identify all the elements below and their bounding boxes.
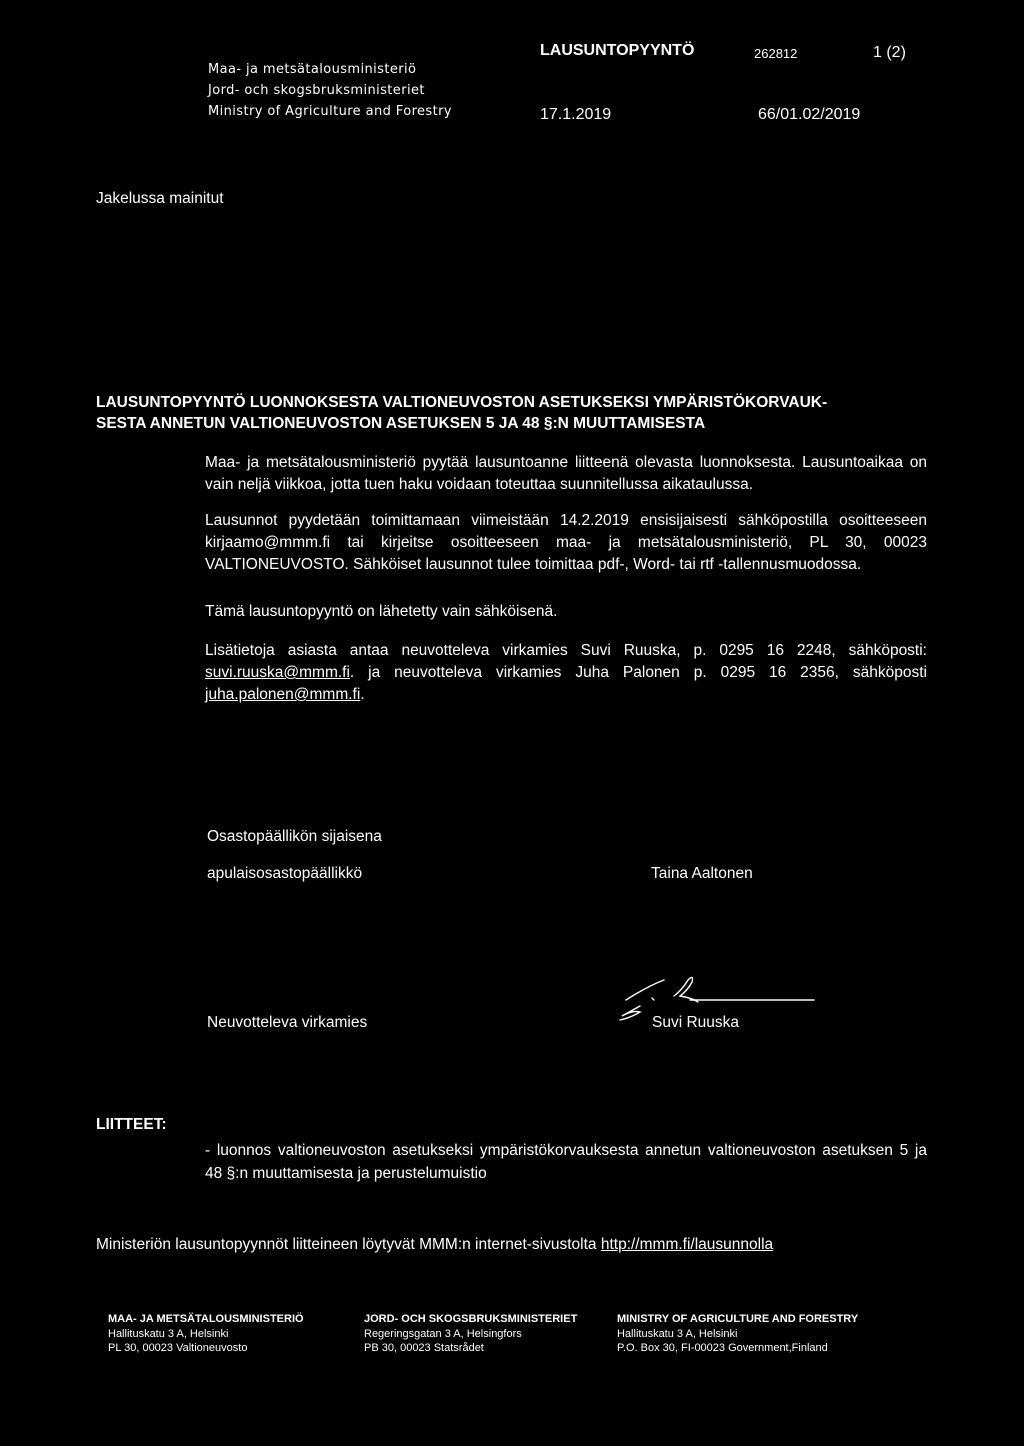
web-note	[96, 1234, 773, 1256]
footer-name: JORD- OCH SKOGSBRUKSMINISTERIET	[364, 1313, 578, 1325]
footer-name: MINISTRY OF AGRICULTURE AND FORESTRY	[617, 1313, 859, 1325]
footer-street: Hallituskatu 3 A, Helsinki	[617, 1327, 738, 1340]
web-note-text: Ministeriön lausuntopyynnöt liitteineen löytyvät MMM:n internet-sivustolta	[96, 1236, 601, 1253]
email-link-juha[interactable]: juha.palonen@mmm.fi	[205, 686, 361, 703]
footer-postal: PL 30, 00023 Valtioneuvosto	[108, 1342, 248, 1354]
document-type: LAUSUNTOPYYNTÖ	[540, 42, 695, 59]
document-title-line-1: LAUSUNTOPYYNTÖ LUONNOKSESTA VALTIONEUVOSTON ASETUKSEKSI YMPÄRISTÖKORVAUK-	[96, 394, 828, 411]
signer-name-1: Taina Aaltonen	[651, 865, 753, 882]
footer-name: MAA- JA METSÄTALOUSMINISTERIÖ	[108, 1313, 304, 1325]
footer-column-sv	[364, 1312, 577, 1356]
footer-street: Hallituskatu 3 A, Helsinki	[108, 1327, 229, 1340]
paragraph-request: Maa- ja metsätalousministeriö pyytää lausuntoanne liitteenä olevasta luonnoksesta. Lausuntoaikaa on vain neljä viikkoa, jotta tuen haku voidaan toteuttaa suunnitellussa aikataulussa.	[205, 454, 927, 493]
contacts-text-start: Lisätietoja asiasta antaa neuvotteleva virkamies Suvi Ruuska, p. 0295 16 2248, sähköposti:	[205, 642, 927, 659]
ministry-name-en: Ministry of Agriculture and Forestry	[208, 104, 452, 119]
footer-column-fi	[108, 1312, 304, 1356]
web-note-link[interactable]: http://mmm.fi/lausunnolla	[600, 1236, 774, 1253]
document-title	[96, 392, 926, 434]
footer-street: Regeringsgatan 3 A, Helsingfors	[364, 1327, 522, 1340]
footer-postal: PB 30, 00023 Statsrådet	[364, 1342, 484, 1354]
attachments-text: - luonnos valtioneuvoston asetukseksi ympäristökorvauksesta annetun valtioneuvoston asetuksen 5 ja 48 §:n muuttamisesta ja perustelumuistio	[205, 1142, 927, 1182]
ministry-name-sv: Jord- och skogsbruksministeriet	[208, 83, 425, 98]
signer-name-2: Suvi Ruuska	[652, 1014, 740, 1031]
paragraph-electronic-only: Tämä lausuntopyyntö on lähetetty vain sähköisenä.	[205, 603, 558, 620]
contacts-text-mid: . ja neuvotteleva virkamies Juha Palonen p. 0295 16 2356, sähköposti	[349, 664, 927, 681]
email-link-suvi[interactable]: suvi.ruuska@mmm.fi	[205, 664, 350, 681]
signer-role-2: Neuvotteleva virkamies	[207, 1014, 368, 1031]
paragraph-contacts	[205, 640, 927, 706]
page-number: 1 (2)	[873, 44, 906, 61]
footer-column-en	[617, 1312, 858, 1356]
reference-number: 66/01.02/2019	[758, 106, 861, 123]
ministry-name-fi: Maa- ja metsätalousministeriö	[208, 62, 417, 77]
recipient: Jakelussa mainitut	[96, 190, 224, 207]
footer-postal: P.O. Box 30, FI-00023 Government,Finland	[617, 1342, 828, 1354]
document-number: 262812	[754, 46, 798, 61]
document-date: 17.1.2019	[540, 106, 612, 123]
attachments-label: LIITTEET:	[96, 1116, 167, 1133]
paragraph-submission: Lausunnot pyydetään toimittamaan viimeistään 14.2.2019 ensisijaisesti sähköpostilla osoitteeseen kirjaamo@mmm.fi tai kirjeitse osoitteeseen maa- ja metsätalousministeriö, PL 30, 00023 VALTIONEUVOSTO. Sähköiset lausunnot tulee toimittaa pdf-, Word- tai rtf -tallennusmuodossa.	[205, 512, 927, 573]
signer-role-1: apulaisosastopäällikkö	[207, 865, 363, 882]
deputy-label: Osastopäällikön sijaisena	[207, 828, 382, 845]
contacts-text-end: .	[360, 686, 365, 703]
document-title-line-2: SESTA ANNETUN VALTIONEUVOSTON ASETUKSEN 5 JA 48 §:N MUUTTAMISESTA	[96, 415, 706, 432]
